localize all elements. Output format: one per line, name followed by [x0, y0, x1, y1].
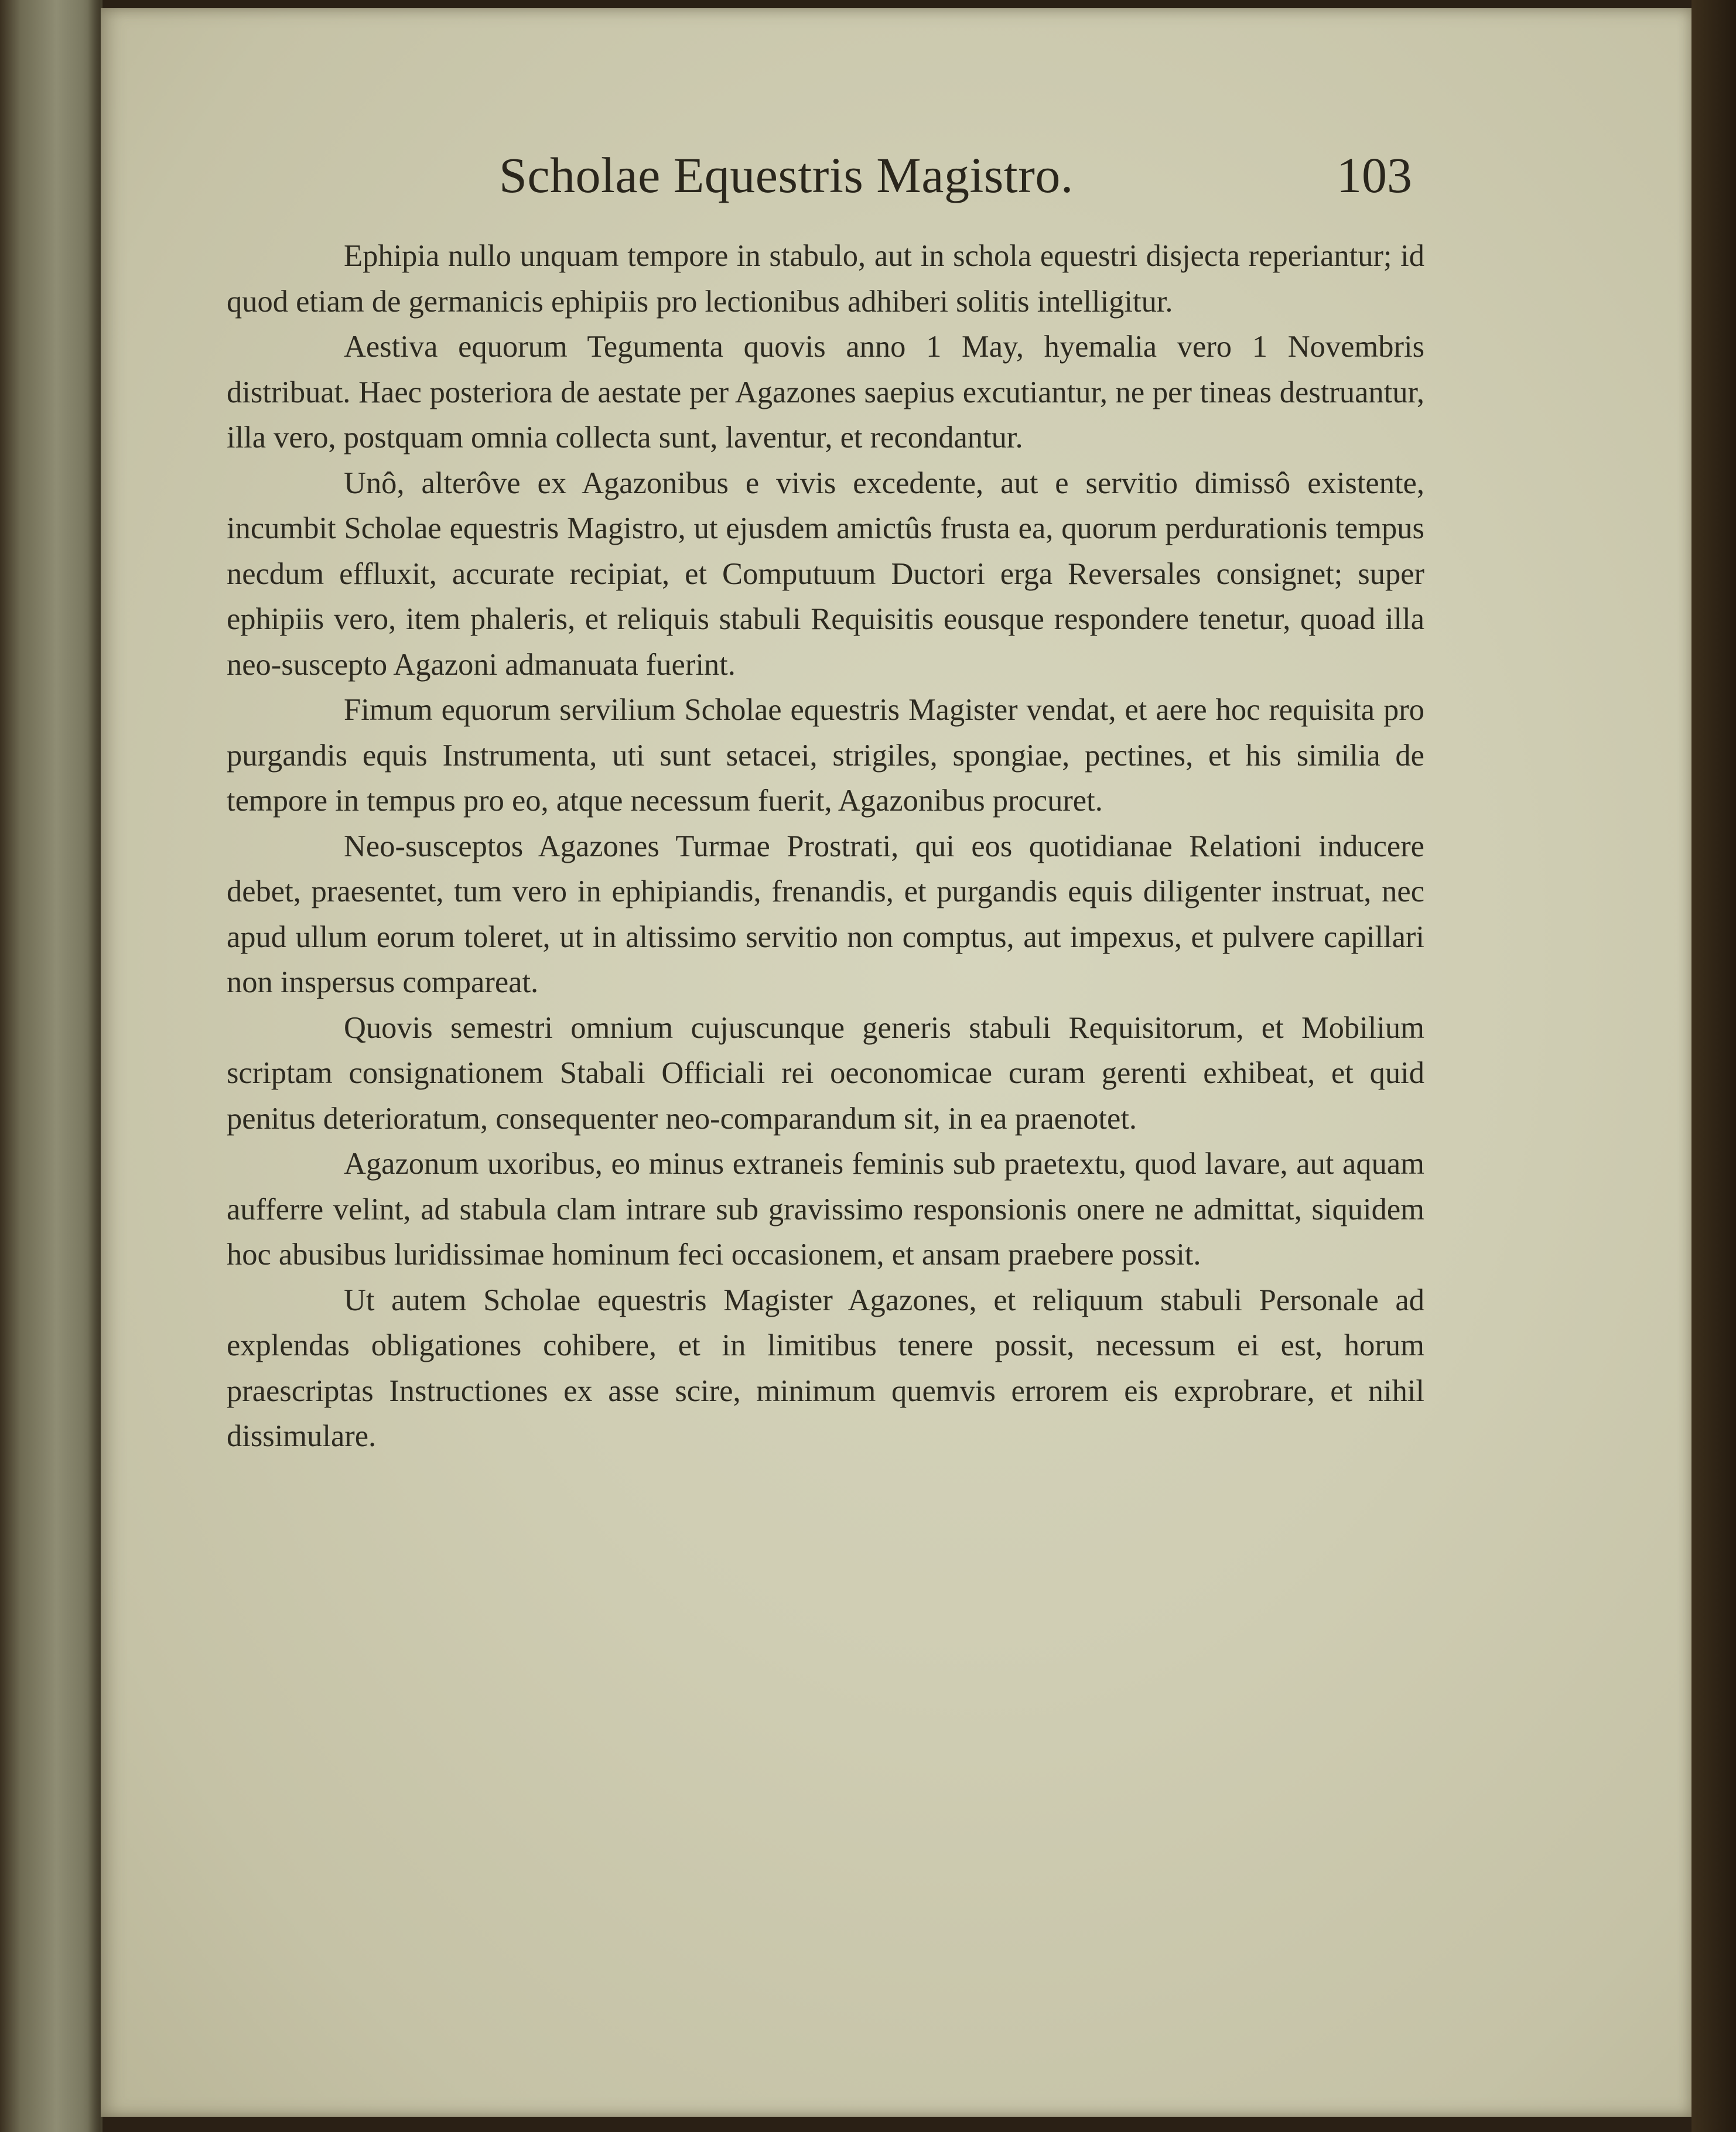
paragraph: Agazonum uxoribus, eo minus extraneis feminis sub praetextu, quod lavare, aut aquam aufferre velint, ad stabula clam intrare sub gravissimo responsionis onere ne admittat, siquidem hoc abusibus luridissimae hominum feci occasionem, et ansam praebere possit.: [227, 1147, 1424, 1272]
book-page: [101, 8, 1691, 2117]
page-header: [101, 146, 1691, 216]
running-title: Scholae Equestris Magistro.: [499, 147, 1074, 203]
book-cover-edge: [1691, 0, 1736, 2132]
paragraph: Unô, alterôve ex Agazonibus e vivis excedente, aut e servitio dimissô existente, incumbit Scholae equestris Magistro, ut ejusdem amictûs frusta ea, quorum perdurationis tempus necdum effluxit, accurate recipiat, et Computuum Ductori erga Reversales consignet; super ephipiis vero, item phaleris, et reliquis stabuli Requisitis eousque respondere tenetur, quoad illa neo-suscepto Agazoni admanuata fuerint.: [227, 466, 1424, 682]
paragraph: Aestiva equorum Tegumenta quovis anno 1 May, hyemalia vero 1 Novembris distribuat. Haec posteriora de aestate per Agazones saepius excutiantur, ne per tineas destruantur, illa vero, postquam omnia collecta sunt, laventur, et recondantur.: [227, 330, 1424, 455]
paragraph: Neo-susceptos Agazones Turmae Prostrati, qui eos quotidianae Relationi inducere debet, praesentet, tum vero in ephipiandis, frenandis, et purgandis equis diligenter instruat, nec apud ullum eorum toleret, ut in altissimo servitio non comptus, aut impexus, et pulvere capillari non inspersus compareat.: [227, 829, 1424, 999]
paragraph: Ut autem Scholae equestris Magister Agazones, et reliquum stabuli Personale ad explendas obligationes cohibere, et in limitibus tenere possit, necessum ei est, horum praescriptas Instructiones ex asse scire, minimum quemvis errorem eis exprobrare, et nihil dissimulare.: [227, 1283, 1424, 1453]
body-text: [227, 234, 1424, 1460]
adjacent-page-edge: [0, 0, 102, 2132]
paragraph: Quovis semestri omnium cujuscunque generis stabuli Requisitorum, et Mobilium scriptam consignationem Stabali Officiali rei oeconomicae curam gerenti exhibeat, et quid penitus deterioratum, consequenter neo-comparandum sit, in ea praenotet.: [227, 1010, 1424, 1136]
paragraph: Ephipia nullo unquam tempore in stabulo, aut in schola equestri disjecta reperiantur; id quod etiam de germanicis ephipiis pro lectionibus adhiberi solitis intelligitur.: [227, 239, 1424, 319]
paragraph: Fimum equorum servilium Scholae equestris Magister vendat, et aere hoc requisita pro purgandis equis Instrumenta, uti sunt setacei, strigiles, spongiae, pectines, et his similia de tempore in tempus pro eo, atque necessum fuerit, Agazonibus procuret.: [227, 693, 1424, 818]
page-number: 103: [1337, 147, 1412, 203]
